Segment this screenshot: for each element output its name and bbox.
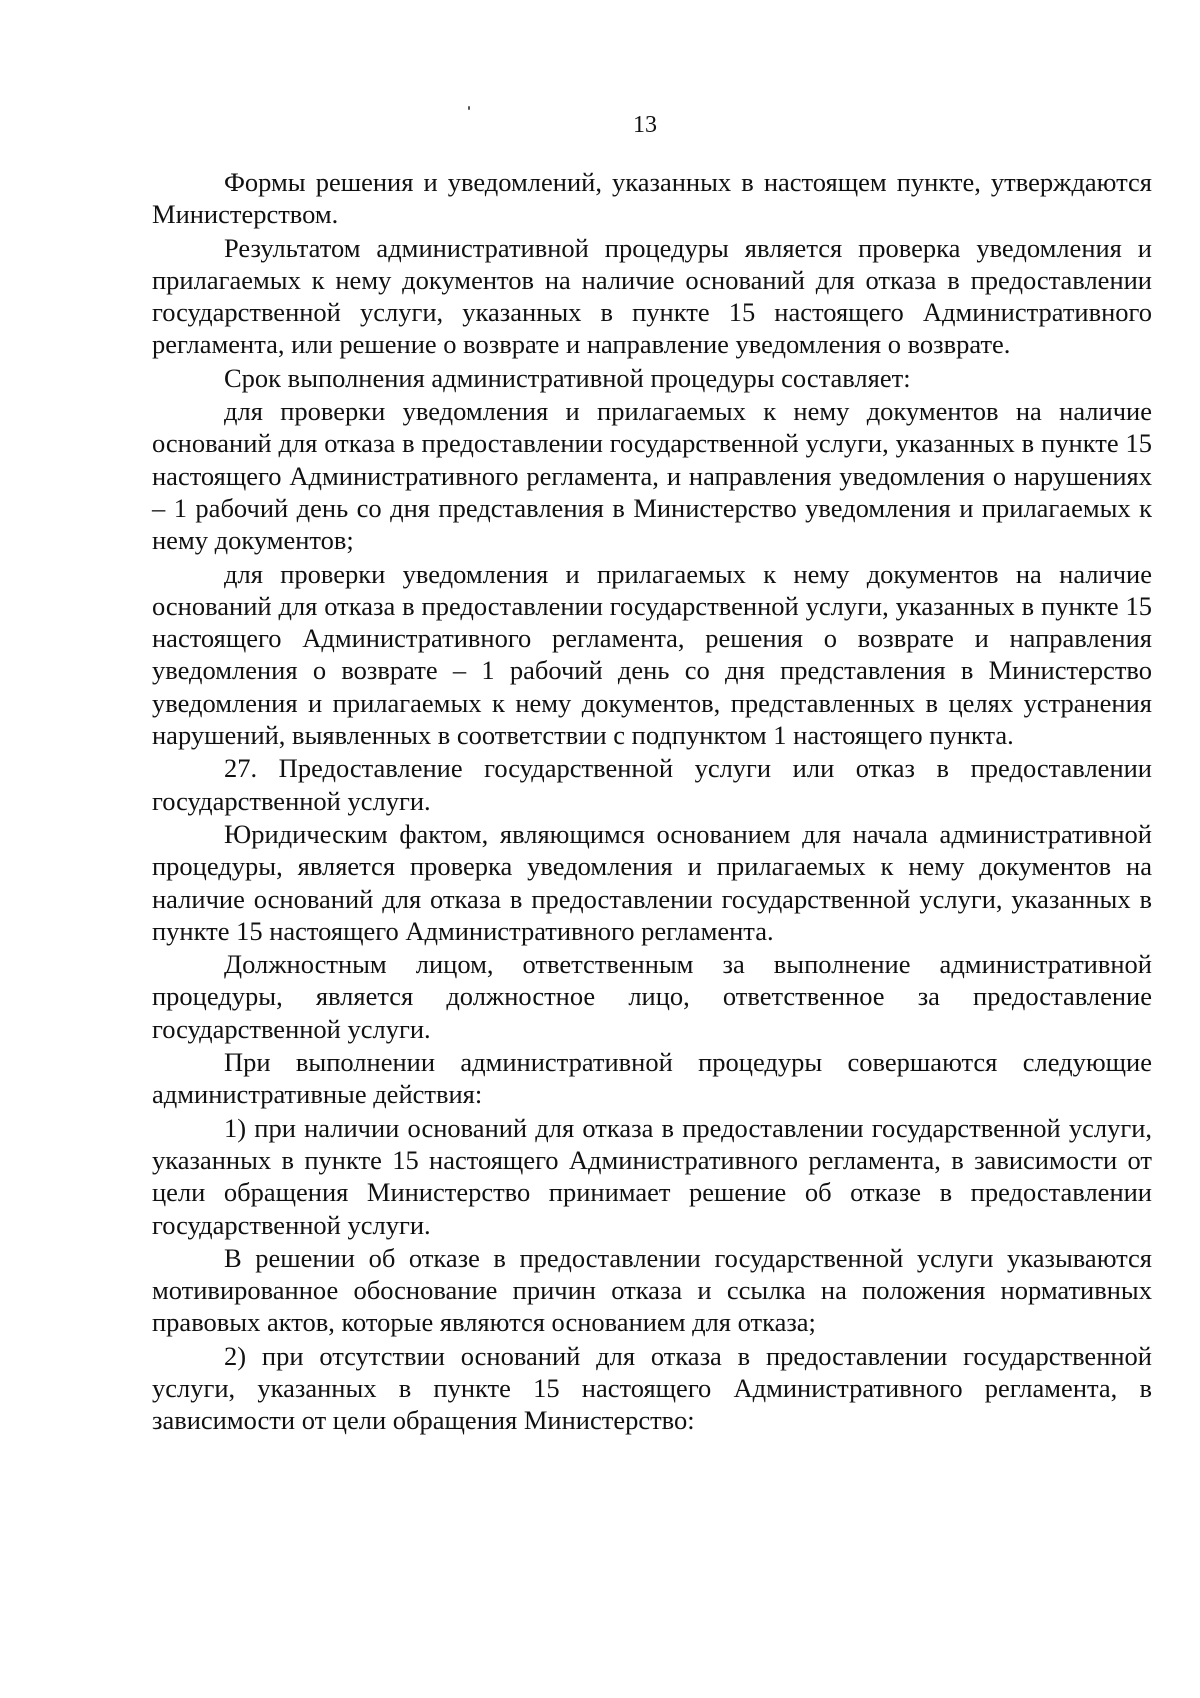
paragraph-item-27: 27. Предоставление государственной услуги или отказ в предоставлении государственной услуги. [152, 753, 1152, 816]
paragraph-refusal-reasons: В решении об отказе в предоставлении государственной услуги указываются мотивированное обоснование причин отказа и ссылка на положения нормативных правовых актов, которые являются основанием для отказа; [152, 1242, 1152, 1338]
paragraph-administrative-actions: При выполнении административной процедуры совершаются следующие административные действия: [152, 1047, 1152, 1110]
page-number: 13 [633, 112, 657, 138]
paragraph-action-1-refusal: 1) при наличии оснований для отказа в предоставлении государственной услуги, указанных в пункте 15 настоящего Административного регламента, в зависимости от цели обращения Министерство принимает решение об отказе в предоставлении государственной услуги. [152, 1112, 1152, 1240]
paragraph-action-2-no-grounds: 2) при отсутствии оснований для отказа в предоставлении государственной услуги, указанных в пункте 15 настоящего Административного регламента, в зависимости от цели обращения Министерство: [152, 1340, 1152, 1436]
document-body [152, 166, 1152, 1437]
paragraph-procedure-term: Срок выполнения административной процедуры составляет: [224, 362, 911, 393]
paragraph-procedure-result: Результатом административной процедуры является проверка уведомления и прилагаемых к нему документов на наличие оснований для отказа в предоставлении государственной услуги, указанных в пункте 15 настоящего Административного регламента, или решение о возврате и направление уведомления о возврате. [152, 232, 1152, 360]
paragraph-forms-approval: Формы решения и уведомлений, указанных в настоящем пункте, утверждаются Министерством. [152, 167, 1152, 230]
paragraph-term-return: для проверки уведомления и прилагаемых к нему документов на наличие оснований для отказа в предоставлении государственной услуги, указанных в пункте 15 настоящего Административного регламента, решения о возврате и направления уведомления о возврате – 1 рабочий день со дня представления в Министерство уведомления и прилагаемых к нему документов, представленных в целях устранения нарушений, выявленных в соответствии с подпунктом 1 настоящего пункта. [152, 558, 1152, 751]
paragraph-responsible-official: Должностным лицом, ответственным за выполнение административной процедуры, является должностное лицо, ответственное за предоставление государственной услуги. [152, 949, 1152, 1044]
paragraph-legal-fact: Юридическим фактом, являющимся основанием для начала административной процедуры, является проверка уведомления и прилагаемых к нему документов на наличие оснований для отказа в предоставлении государственной услуги, указанных в пункте 15 настоящего Административного регламента. [152, 818, 1152, 946]
paragraph-term-violations: для проверки уведомления и прилагаемых к нему документов на наличие оснований для отказа в предоставлении государственной услуги, указанных в пункте 15 настоящего Административного регламента, и направления уведомления о нарушениях – 1 рабочий день со дня представления в Министерство уведомления и прилагаемых к нему документов; [152, 396, 1152, 556]
